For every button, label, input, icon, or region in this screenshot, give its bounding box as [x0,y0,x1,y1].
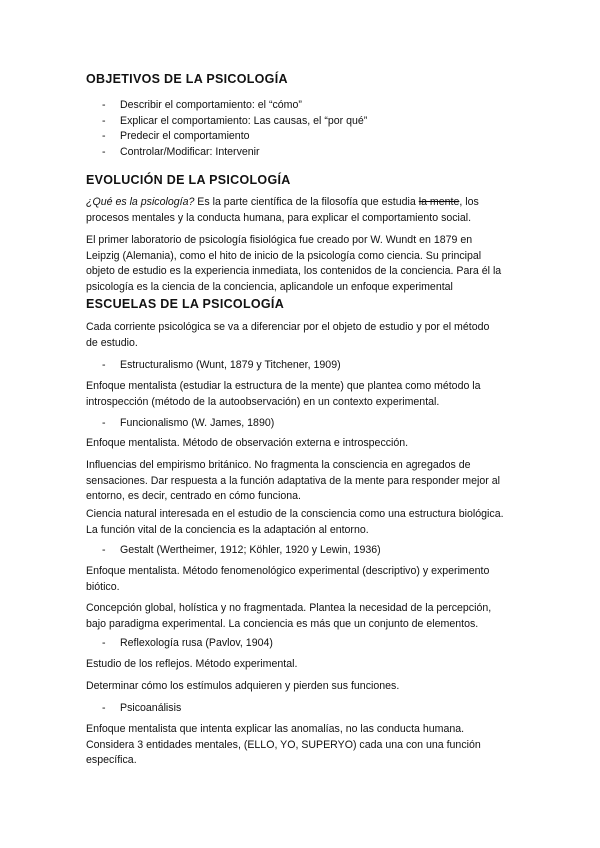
list-item [102,145,260,161]
list-item [102,129,250,145]
heading-objetivos: OBJETIVOS DE LA PSICOLOGÍA [86,72,288,86]
list-item-text: Predecir el comportamiento [120,130,250,142]
bullet-dash: - [102,417,106,429]
struck-text: la mente [418,196,460,208]
school-title: Funcionalismo (W. James, 1890) [120,417,275,429]
school-title: Reflexología rusa (Pavlov, 1904) [120,637,273,649]
paragraph-text: Es la parte científica de la filosofía que estudia [194,196,419,208]
list-item [102,701,181,717]
list-item [102,98,302,114]
bullet-dash: - [102,702,106,714]
bullet-dash: - [102,99,106,111]
bullet-dash: - [102,114,106,127]
paragraph: Enfoque mentalista que intenta explicar las anomalías, no las conducta humana. Considera 3 entidades mentales, (ELLO, YO, SUPERYO) cada una con una función específica. [86,723,481,766]
bullet-dash: - [102,544,106,556]
paragraph: Enfoque mentalista (estudiar la estructura de la mente) que plantea como método la introspección (método de la autoobservación) en un contexto experimental. [86,380,481,408]
heading-evolucion: EVOLUCIÓN DE LA PSICOLOGÍA [86,173,291,187]
school-title: Psicoanálisis [120,702,182,714]
list-item-text: Controlar/Modificar: Intervenir [120,145,260,158]
school-title: Estructuralismo (Wunt, 1879 y Titchener, 1909) [120,359,341,371]
bullet-dash: - [102,145,106,158]
list-item [102,543,381,559]
list-item [102,636,273,652]
school-title: Gestalt (Wertheimer, 1912; Köhler, 1920 y Lewin, 1936) [120,544,381,556]
heading-escuelas: ESCUELAS DE LA PSICOLOGÍA [86,297,285,311]
paragraph: Influencias del empirismo británico. No fragmenta la consciencia en agregados de sensaciones. Dar respuesta a la función adaptativa de la mente para responder mejor al entorno, es decir, centrado en cómo funciona. [86,459,500,502]
paragraph: Concepción global, holística y no fragmentada. Plantea la necesidad de la percepción, bajo paradigma experimental. La conciencia es más que un conjunto de elementos. [86,602,492,630]
list-item [102,416,274,432]
paragraph-definicion [86,195,504,226]
list-item [102,358,341,374]
paragraph-text: , los procesos mentales y la conducta humana, para explicar el comportamiento social. [86,196,479,224]
list-item [102,114,367,130]
paragraph: Determinar cómo los estímulos adquieren y pierden sus funciones. [86,680,400,692]
list-item-text: Describir el comportamiento: el “cómo” [120,99,302,111]
question-text: ¿Qué es la psicología? [86,196,195,208]
paragraph-intro: Cada corriente psicológica se va a diferenciar por el objeto de estudio y por el método de estudio. [86,321,490,349]
bullet-dash: - [102,130,106,142]
paragraph: Estudio de los reflejos. Método experimental. [86,658,298,670]
list-item-text: Explicar el comportamiento: Las causas, el “por qué” [120,114,368,127]
paragraph: Enfoque mentalista. Método fenomenológico experimental (descriptivo) y experimento biótico. [86,565,490,593]
paragraph: Ciencia natural interesada en el estudio de la consciencia como una estructura biológica. La función vital de la conciencia es la adaptación al entorno. [86,508,504,536]
paragraph: Enfoque mentalista. Método de observación externa e introspección. [86,437,409,449]
paragraph-wundt: El primer laboratorio de psicología fisiológica fue creado por W. Wundt en 1879 en Leipzig (Alemania), como el hito de inicio de la psicología como ciencia. Su principal objeto de estudio es la experiencia inmediata, los contenidos de la conciencia. Para él la psicología es la ciencia de la conciencia, aplicandole un enfoque experimental [86,234,502,293]
bullet-dash: - [102,359,106,371]
bullet-dash: - [102,637,106,649]
